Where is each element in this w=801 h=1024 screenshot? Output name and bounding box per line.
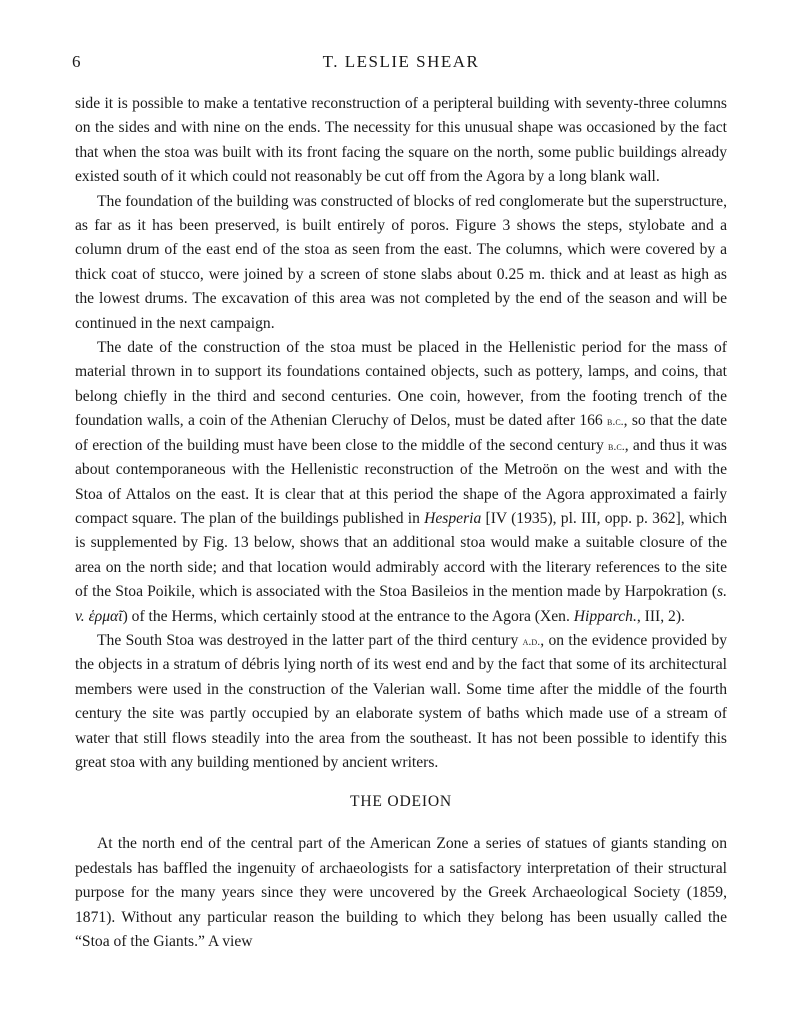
p4-text-2: , on the evidence provided by the objects in a stratum of débris lying north of its west end and by the fact that some of its architectural members were used in the construction of the Valerian wall. Some time after the middle of the fourth century the site was partly occupied by an elaborate system of baths which made use of a stream of water that still flows steadily into the area from the southeast. It has not been possible to identify this great stoa with any building mentioned by ancient writers. xyxy=(75,631,728,771)
paragraph-1: side it is possible to make a tentative reconstruction of a peripteral building with seventy-three columns on the sides and with nine on the ends. The necessity for this unusual shape was occasioned by the fact that when the stoa was built with its front facing the square on the north, some public buildings already existed south of it which could not reasonably be cut off from the Agora by a long blank wall. xyxy=(75,95,727,186)
work-title: Hipparch. xyxy=(573,607,637,625)
journal-title: Hesperia xyxy=(424,509,482,527)
paragraph-4 xyxy=(75,629,727,775)
p3-text-3: , and thus it was about contemporaneous with the Hellenistic reconstruction of the Metroön on the west and with the Stoa of Attalos on the east. It is clear that at this period the shape of the Agora approximated a fairly compact square. The plan of the buildings published in xyxy=(75,436,727,527)
bc-abbreviation: b.c. xyxy=(608,438,625,453)
p4-text-1: The South Stoa was destroyed in the latter part of the third century xyxy=(97,631,523,649)
p3-text-5: ) of the Herms, which certainly stood at the entrance to the Agora (Xen. xyxy=(122,607,574,625)
paragraph-2: The foundation of the building was constructed of blocks of red conglomerate but the superstructure, as far as it has been preserved, is built entirely of poros. Figure 3 shows the steps, stylobate and a column drum of the east end of the stoa as seen from the east. The columns, which were covered by a thick coat of stucco, were joined by a screen of stone slabs about 0.25 m. thick and at least as high as the lowest drums. The excavation of this area was not completed by the end of the season and will be continued in the next campaign. xyxy=(75,192,727,332)
bc-abbreviation: b.c. xyxy=(607,414,624,429)
p3-text-6: , III, 2). xyxy=(636,607,685,625)
ad-abbreviation: a.d. xyxy=(522,633,541,648)
greek-term: ἑρμαῖ xyxy=(88,607,123,625)
sub-voce-abbreviation: s. v. xyxy=(75,583,727,625)
document-page xyxy=(72,52,728,954)
page-number: 6 xyxy=(72,52,81,71)
section-heading: THE ODEION xyxy=(350,793,452,811)
p3-text-2: , so that the date of erection of the building must have been close to the middle of the second century xyxy=(75,412,727,454)
p3-text-1: The date of the construction of the stoa must be placed in the Hellenistic period for the mass of material thrown in to support its foundations contained objects, such as pottery, lamps, and coins, that belong chiefly in the third and second centuries. One coin, however, from the footing trench of the foundation walls, a coin of the Athenian Cleruchy of Delos, must be dated after 166 xyxy=(75,339,727,430)
paragraph-3 xyxy=(75,336,727,629)
paragraph-5: At the north end of the central part of the American Zone a series of statues of giants standing on pedestals has baffled the ingenuity of archaeologists for a satisfactory interpretation of their structural purpose for the many years since they were uncovered by the Greek Archaeological Society (1859, 1871). Without any particular reason the building to which they belong has been usually called the “Stoa of the Giants.” A view xyxy=(75,835,727,950)
running-head-author: T. LESLIE SHEAR xyxy=(322,52,480,71)
running-header xyxy=(72,52,727,74)
p3-text-4: [IV (1935), pl. III, opp. p. 362], which is supplemented by Fig. 13 below, shows that an additional stoa would make a suitable closure of the area on the north side; and that location would admirably accord with the literary references to the site of the Stoa Poikile, which is associated with the Stoa Basileios in the mention made by Harpokration ( xyxy=(75,509,727,601)
